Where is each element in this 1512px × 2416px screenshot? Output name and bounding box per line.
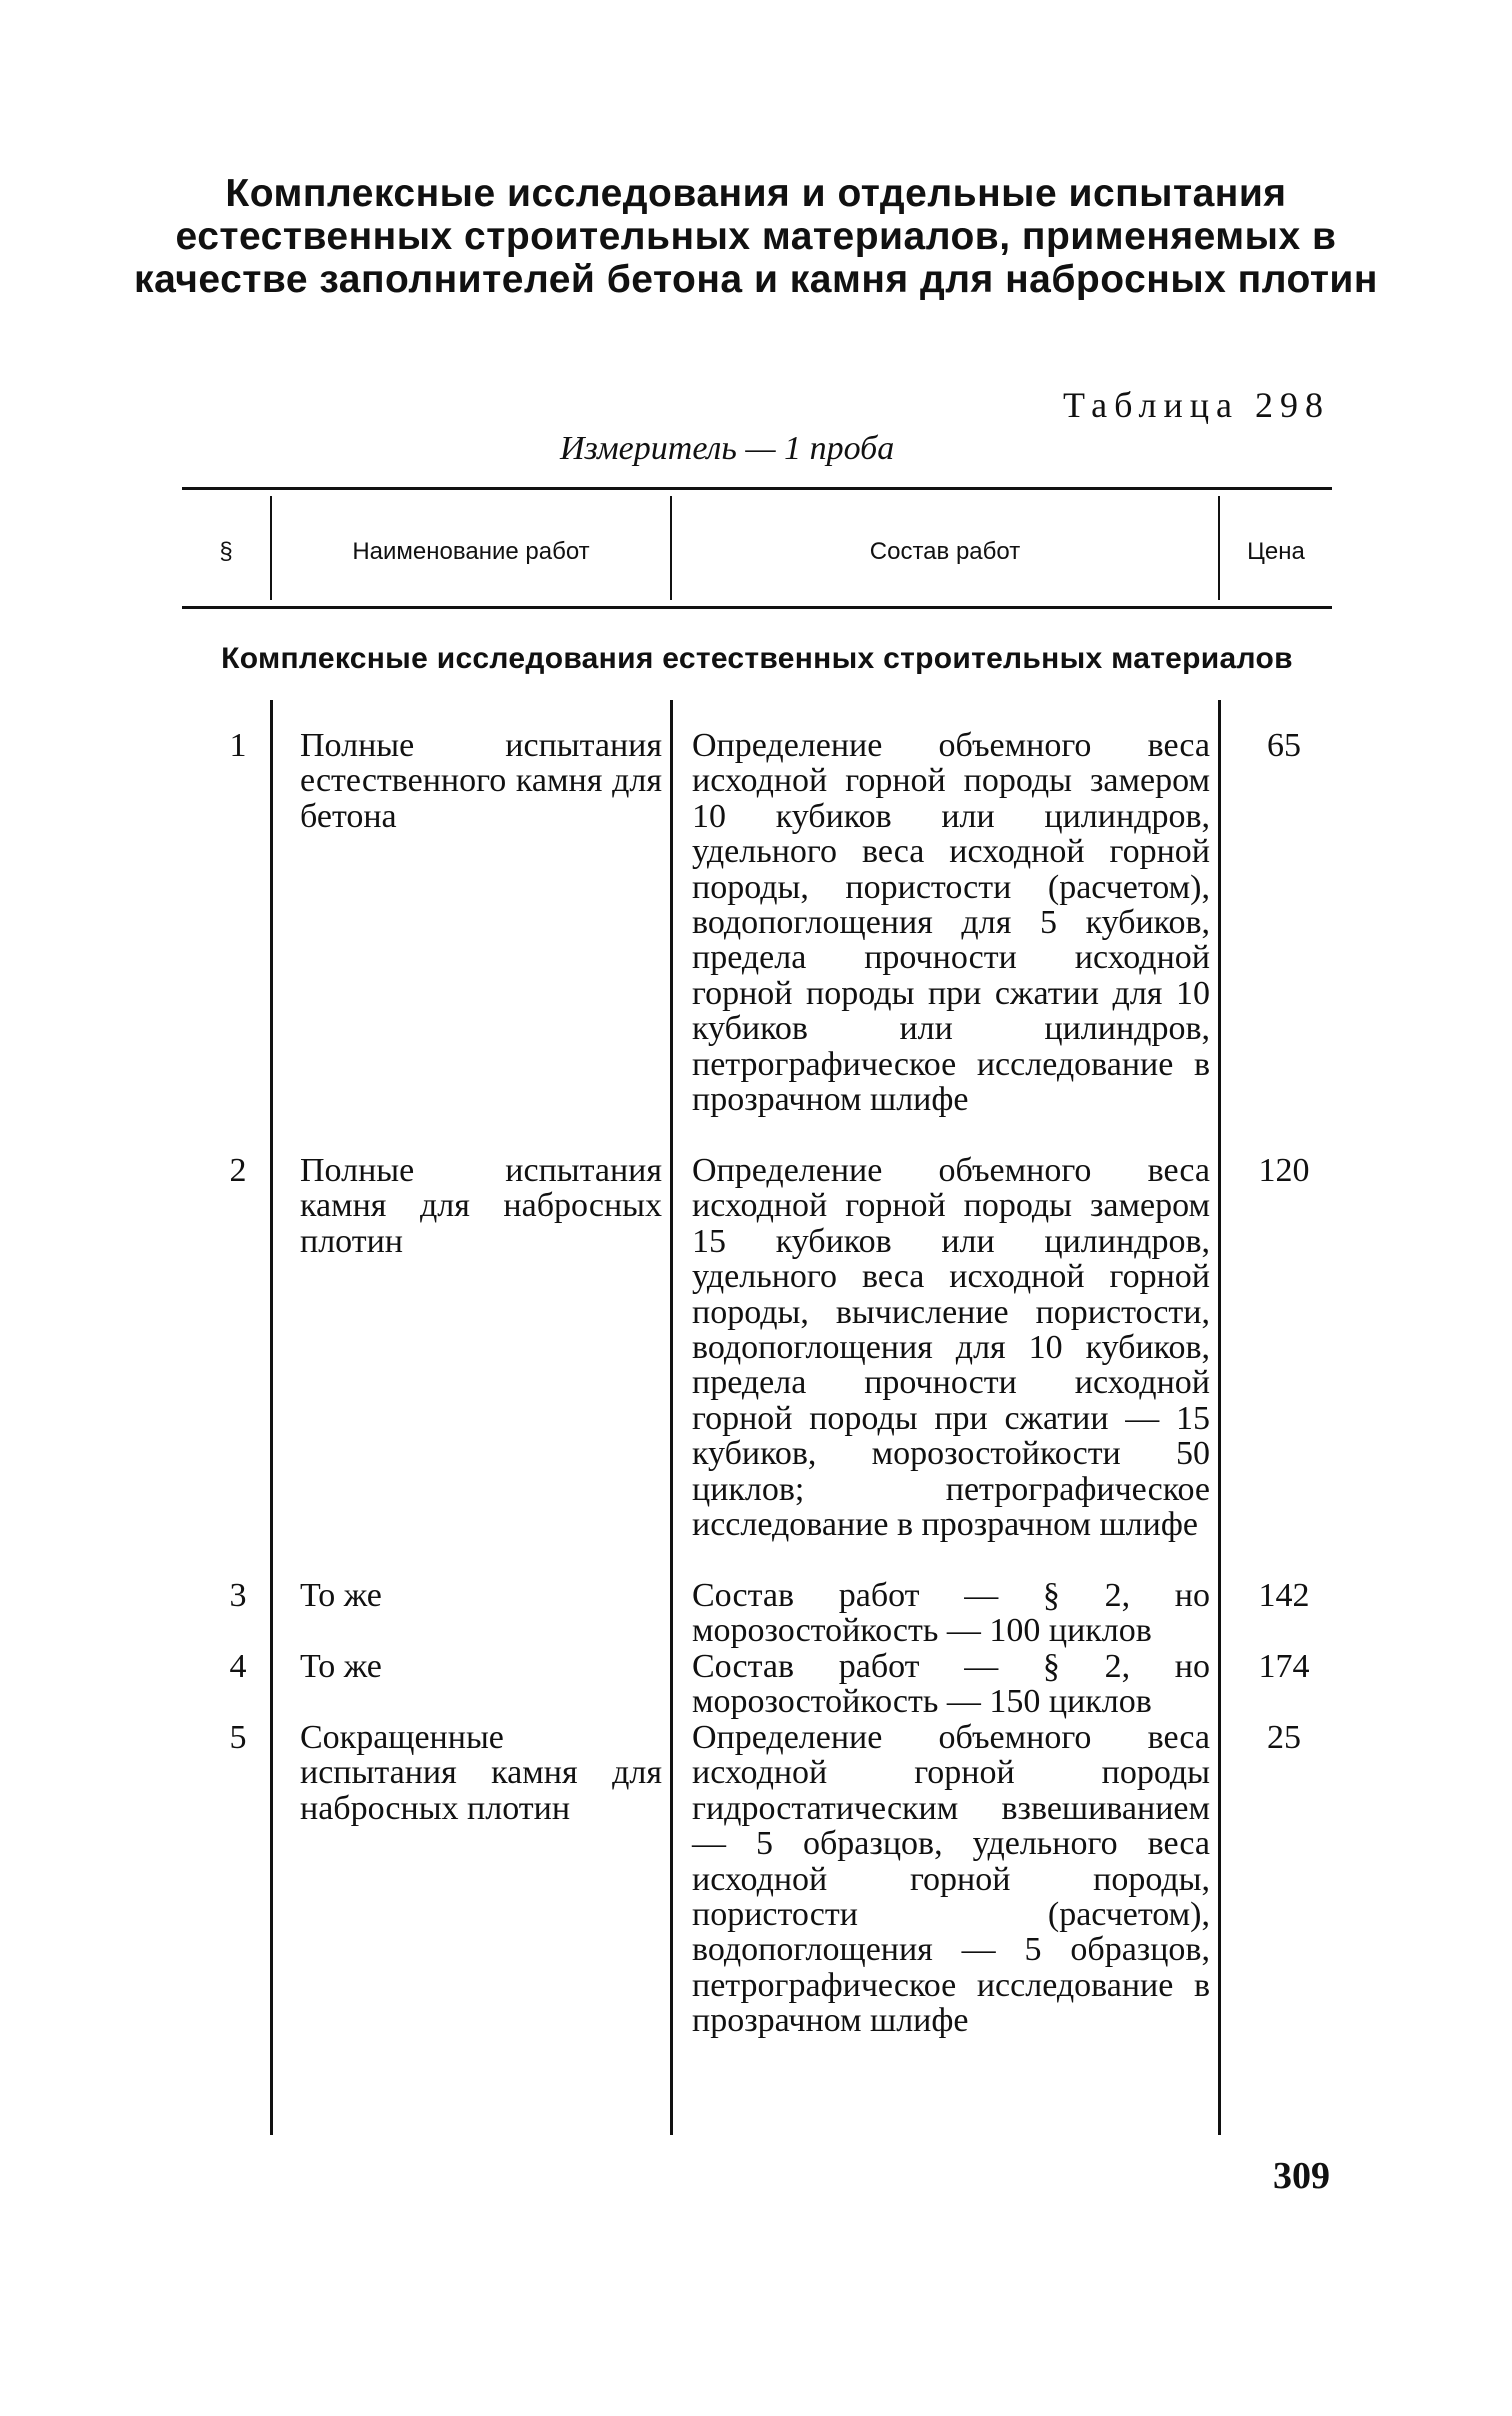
work-price: 142 (1258, 1577, 1310, 1614)
work-price: 65 (1267, 727, 1301, 764)
work-name: Полные испытания естественного камня для бетона (300, 727, 662, 835)
row-number: 3 (229, 1577, 247, 1614)
work-composition: Определение объемного веса исходной горной породы замером 15 кубиков или цилиндров, удельного веса исходной горной породы, вычисление пористости, водопоглощения для 10 кубиков, предела прочности исходной горной породы при сжатии — 15 кубиков, морозостойкости 50 циклов; петрографическое исследование в прозрачном шлифе (692, 1152, 1210, 1544)
row-number: 5 (229, 1719, 247, 1756)
table-label: Таблица 298 (1063, 385, 1330, 425)
work-composition: Состав работ — § 2, но морозостойкость — 100 циклов (692, 1577, 1210, 1650)
header-name-cell: Наименование работ (352, 538, 590, 565)
body-divider-1 (270, 700, 273, 2135)
page-number: 309 (1273, 2155, 1330, 2197)
work-price: 120 (1258, 1152, 1310, 1189)
body-divider-3 (1218, 700, 1221, 2135)
work-composition: Определение объемного веса исходной горной породы замером 10 кубиков или цилиндров, удельного веса исходной горной породы, пористости (расчетом), водопоглощения для 5 кубиков, предела прочности исходной горной породы при сжатии для 10 кубиков или цилиндров, петрографическое исследование в прозрачном шлифе (692, 727, 1210, 1119)
row-number: 1 (229, 727, 247, 764)
header-bottom-rule (182, 606, 1332, 609)
work-price: 25 (1267, 1719, 1301, 1756)
measure-unit: Измеритель — 1 проба (560, 430, 895, 467)
page-title: Комплексные исследования и отдельные испытания естественных строительных материалов, применяемых в качестве заполнителей бетона и камня для набросных плотин (134, 172, 1378, 301)
work-composition: Состав работ — § 2, но морозостойкость — 150 циклов (692, 1648, 1210, 1721)
header-top-rule (182, 487, 1332, 490)
header-price-cell: Цена (1247, 538, 1305, 565)
section-title: Комплексные исследования естественных строительных материалов (221, 642, 1293, 675)
work-name: То же (300, 1577, 382, 1614)
work-name: Сокращенные испытания камня для набросных плотин (300, 1719, 662, 1827)
header-section-cell: § (219, 538, 233, 565)
work-name: То же (300, 1648, 382, 1685)
row-number: 2 (229, 1152, 247, 1189)
header-composition-cell: Состав работ (869, 538, 1021, 565)
work-name: Полные испытания камня для набросных плотин (300, 1152, 662, 1260)
work-price: 174 (1258, 1648, 1310, 1685)
work-composition: Определение объемного веса исходной горной породы гидростатическим взвешиванием — 5 образцов, удельного веса исходной горной породы, пористости (расчетом), водопоглощения — 5 образцов, петрографическое исследование в прозрачном шлифе (692, 1719, 1210, 2040)
row-number: 4 (229, 1648, 247, 1685)
body-divider-2 (670, 700, 673, 2135)
